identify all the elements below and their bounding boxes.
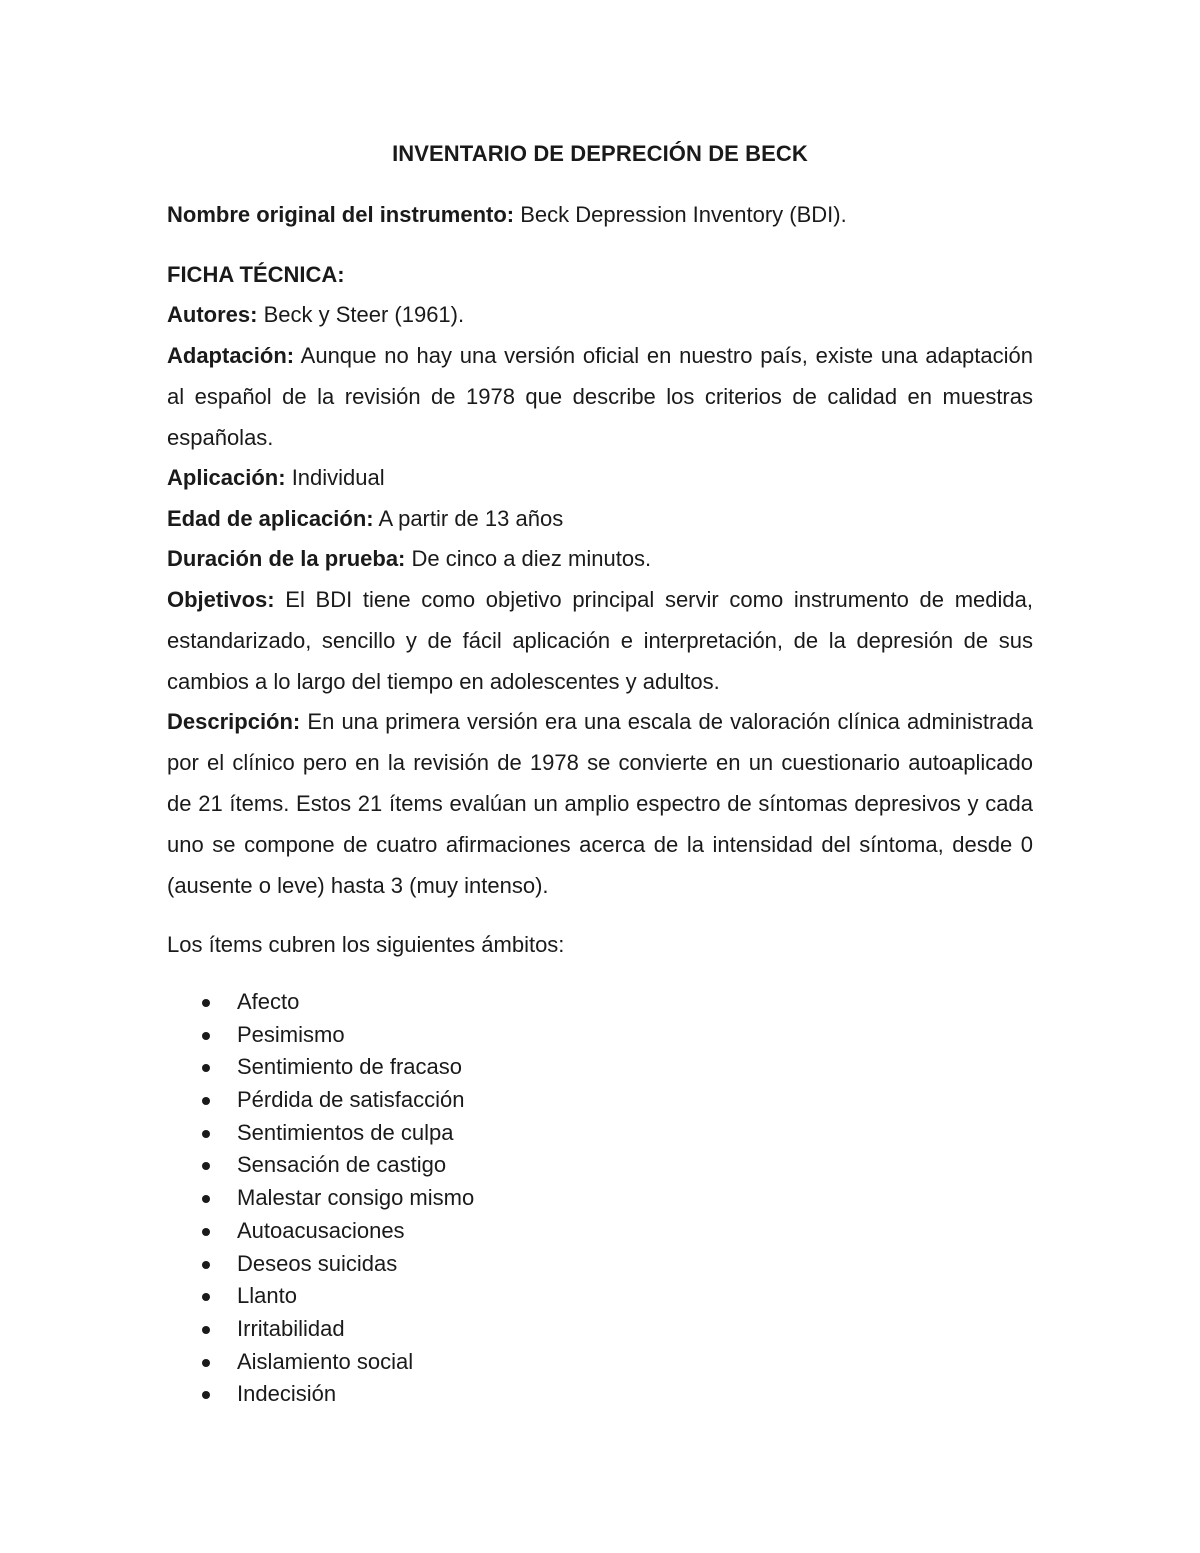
duracion-label: Duración de la prueba:	[167, 546, 406, 571]
list-item	[167, 986, 474, 1019]
duracion-value: De cinco a diez minutos.	[405, 546, 652, 571]
descripcion-label: Descripción:	[167, 709, 301, 734]
adaptacion-label: Adaptación:	[167, 343, 295, 368]
edad-label: Edad de aplicación:	[167, 506, 374, 531]
list-item	[167, 1346, 474, 1379]
duracion-paragraph	[167, 538, 1033, 579]
list-item-label: Irritabilidad	[237, 1315, 345, 1341]
aplicacion-label: Aplicación:	[167, 465, 286, 490]
objetivos-label: Objetivos:	[167, 587, 275, 612]
ficha-tecnica-heading	[167, 254, 1033, 295]
bullet-icon	[202, 1293, 210, 1301]
list-item-label: Malestar consigo mismo	[237, 1185, 475, 1211]
original-name-label: Nombre original del instrumento:	[167, 202, 515, 227]
original-name-paragraph	[167, 194, 1033, 235]
list-item-label: Indecisión	[237, 1381, 337, 1407]
list-item	[167, 1280, 474, 1313]
bullet-icon	[202, 1228, 210, 1236]
ficha-tecnica-label: FICHA TÉCNICA:	[167, 262, 345, 287]
adaptacion-paragraph	[167, 335, 1033, 458]
bullet-icon	[202, 1391, 210, 1399]
document-title: INVENTARIO DE DEPRECIÓN DE BECK	[392, 141, 808, 166]
aplicacion-value: Individual	[285, 465, 385, 490]
autores-value: Beck y Steer (1961).	[257, 302, 465, 327]
adaptacion-value: Aunque no hay una versión oficial en nuestro país, existe una adaptación al español de la revisión de 1978 que describe los criterios de calidad en muestras españolas.	[167, 343, 1033, 450]
descripcion-value: En una primera versión era una escala de valoración clínica administrada por el clínico pero en la revisión de 1978 se convierte en un cuestionario autoaplicado de 21 ítems. Estos 21 ítems evalúan un amplio espectro de síntomas depresivos y cada uno se compone de cuatro afirmaciones acerca de la intensidad del síntoma, desde 0 (ausente o leve) hasta 3 (muy intenso).	[167, 709, 1033, 898]
items-intro: Los ítems cubren los siguientes ámbitos:	[167, 932, 565, 957]
list-item-label: Aislamiento social	[237, 1348, 414, 1374]
list-item	[167, 1378, 474, 1411]
list-item	[167, 1182, 474, 1215]
list-item-label: Sensación de castigo	[237, 1152, 447, 1178]
bullet-icon	[202, 1032, 210, 1040]
bullet-icon	[202, 1326, 210, 1334]
list-item	[167, 1084, 474, 1117]
descripcion-paragraph	[167, 701, 1033, 906]
bullet-icon	[202, 1162, 210, 1170]
list-item-label: Afecto	[237, 989, 300, 1014]
list-item-label: Sentimientos de culpa	[237, 1119, 454, 1145]
list-item-label: Pérdida de satisfacción	[237, 1087, 465, 1113]
list-item-label: Autoacusaciones	[237, 1217, 405, 1243]
items-list	[167, 986, 474, 1411]
list-item	[167, 1313, 474, 1346]
edad-value: A partir de 13 años	[373, 506, 564, 531]
original-name-value: Beck Depression Inventory (BDI).	[514, 202, 847, 227]
objetivos-value: El BDI tiene como objetivo principal servir como instrumento de medida, estandarizado, sencillo y de fácil aplicación e interpretación, de la depresión de sus cambios a lo largo del tiempo en adolescentes y adultos.	[167, 587, 1033, 694]
bullet-icon	[202, 999, 210, 1007]
bullet-icon	[202, 1261, 210, 1269]
bullet-icon	[202, 1359, 210, 1367]
list-item-label: Pesimismo	[237, 1021, 345, 1047]
list-item	[167, 1248, 474, 1281]
aplicacion-paragraph	[167, 457, 1033, 498]
list-item-label: Llanto	[237, 1283, 297, 1309]
bullet-icon	[202, 1097, 210, 1105]
objetivos-paragraph	[167, 579, 1033, 702]
list-item	[167, 1149, 474, 1182]
bullet-icon	[202, 1064, 210, 1072]
list-item	[167, 1019, 474, 1052]
bullet-icon	[202, 1130, 210, 1138]
autores-label: Autores:	[167, 302, 258, 327]
edad-paragraph	[167, 498, 1033, 539]
list-item	[167, 1117, 474, 1150]
list-item-label: Deseos suicidas	[237, 1250, 398, 1276]
list-item-label: Sentimiento de fracaso	[237, 1054, 463, 1080]
bullet-icon	[202, 1195, 210, 1203]
list-item	[167, 1051, 474, 1084]
autores-paragraph	[167, 294, 1033, 335]
list-item	[167, 1215, 474, 1248]
